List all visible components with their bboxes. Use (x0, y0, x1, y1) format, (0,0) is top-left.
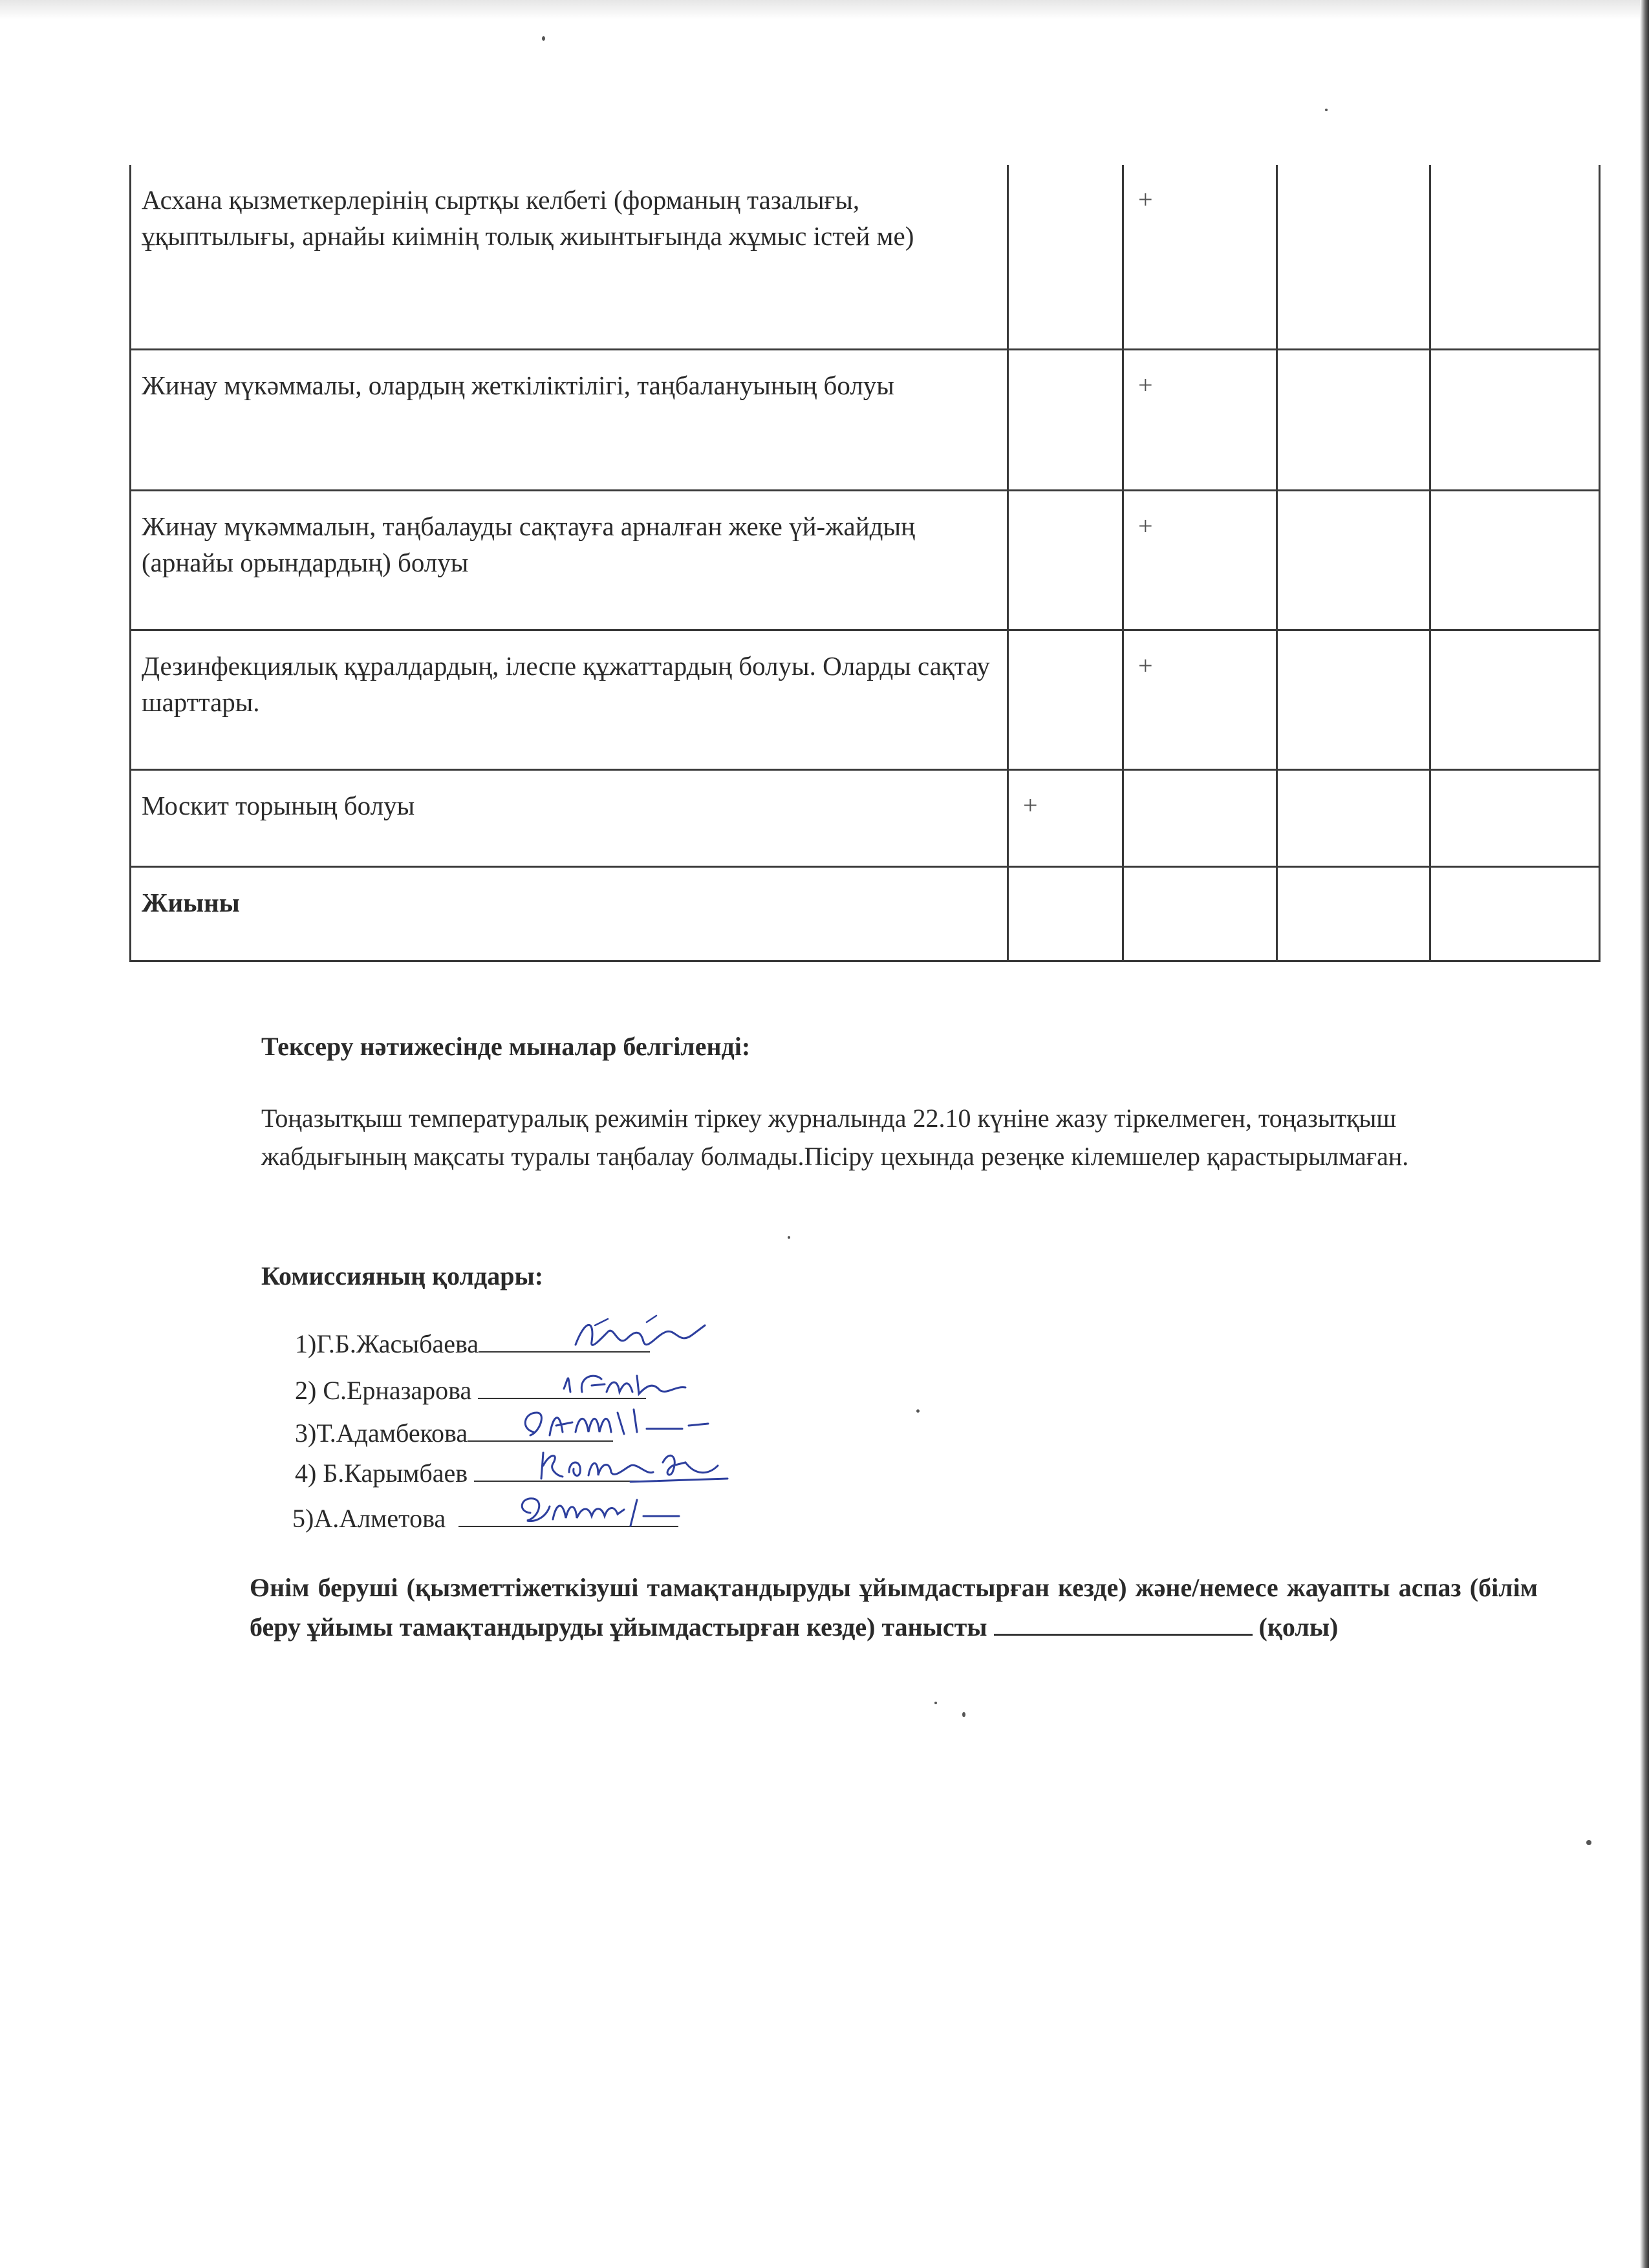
inspection-checklist-table (129, 165, 1600, 962)
total-label-cell: Жиыны (131, 866, 1008, 961)
scan-top-edge (0, 0, 1649, 19)
member-name: 4) Б.Карымбаев (295, 1459, 468, 1488)
mark-cell: + (1123, 490, 1277, 630)
table-row-total (131, 866, 1600, 961)
mark-cell (1277, 490, 1430, 630)
member-name: 1)Г.Б.Жасыбаева (295, 1329, 479, 1358)
mark-cell (1008, 490, 1123, 630)
findings-text: Тоңазытқыш температуралық режимін тіркеу журналында 22.10 күніне жазу тіркелмеген, тоңазытқыш жабдығының мақсаты туралы таңбалау болмады.Пісіру цехында резеңке кілемшелер қарастырылмаған. (261, 1104, 1409, 1171)
mark-cell: + (1123, 630, 1277, 769)
handwritten-signature (511, 1487, 705, 1535)
table-row (131, 769, 1600, 866)
criterion-cell: Дезинфекциялық құралдардың, ілеспе құжаттардың болуы. Оларды сақтау шарттары. (131, 630, 1008, 769)
mark-cell (1277, 349, 1430, 490)
table-row (131, 630, 1600, 769)
member-name: 5)А.Алметова (292, 1504, 446, 1533)
mark-cell (1277, 630, 1430, 769)
mark-cell: + (1123, 165, 1277, 349)
criterion-cell: Жинау мүкәммалын, таңбалауды сақтауға арналған жеке үй-жайдың (арнайы орындардың) болуы (131, 490, 1008, 630)
scan-speck (1586, 1840, 1591, 1845)
mark-cell (1277, 866, 1430, 961)
member-name: 3)Т.Адамбекова (295, 1418, 468, 1448)
findings-heading: Тексеру нәтижесінде мыналар белгіленді: (261, 1032, 751, 1061)
table-row (131, 490, 1600, 630)
criterion-cell: Москит торының болуы (131, 769, 1008, 866)
mark-cell (1430, 769, 1600, 866)
mark-cell (1008, 165, 1123, 349)
handwritten-signature (569, 1312, 711, 1364)
acknowledgement-signature-label: (қолы) (1258, 1612, 1339, 1642)
mark-cell (1430, 866, 1600, 961)
mark-cell (1008, 630, 1123, 769)
scan-speck (1325, 109, 1328, 111)
acknowledgement-text: Өнім беруші (қызметтіжеткізуші тамақтандыруды ұйымдастырған кезде) және/немесе жауапты аспаз (білім беру ұйымы тамақтандыруды ұйымдастырған кезде) танысты (250, 1573, 1538, 1642)
mark-cell (1430, 165, 1600, 349)
acknowledgement-signature-blank (994, 1614, 1253, 1636)
handwritten-signature (556, 1363, 705, 1408)
scan-speck (934, 1702, 937, 1704)
scan-speck (916, 1409, 920, 1413)
mark-cell (1277, 769, 1430, 866)
scan-speck (962, 1712, 965, 1717)
mark-cell (1008, 866, 1123, 961)
mark-cell (1430, 349, 1600, 490)
mark-cell (1123, 769, 1277, 866)
commission-signatures-heading: Комиссияның қолдары: (261, 1261, 544, 1290)
criterion-cell: Жинау мүкәммалы, олардың жеткіліктілігі, таңбалануының болуы (131, 349, 1008, 490)
mark-cell: + (1008, 769, 1123, 866)
mark-cell: + (1123, 349, 1277, 490)
scan-speck (788, 1236, 790, 1239)
mark-cell (1430, 630, 1600, 769)
mark-cell (1277, 165, 1430, 349)
criterion-cell: Асхана қызметкерлерінің сыртқы келбеті (форманың тазалығы, ұқыптылығы, арнайы киімнің толық жиынтығында жұмыс істей ме) (131, 165, 1008, 349)
scan-speck (542, 36, 545, 41)
table-row (131, 349, 1600, 490)
acknowledgement-paragraph (250, 1568, 1538, 1647)
table-row (131, 165, 1600, 349)
member-name: 2) С.Ерназарова (295, 1376, 472, 1405)
mark-cell (1430, 490, 1600, 630)
scan-right-edge (1640, 0, 1649, 2268)
mark-cell (1008, 349, 1123, 490)
mark-cell (1123, 866, 1277, 961)
